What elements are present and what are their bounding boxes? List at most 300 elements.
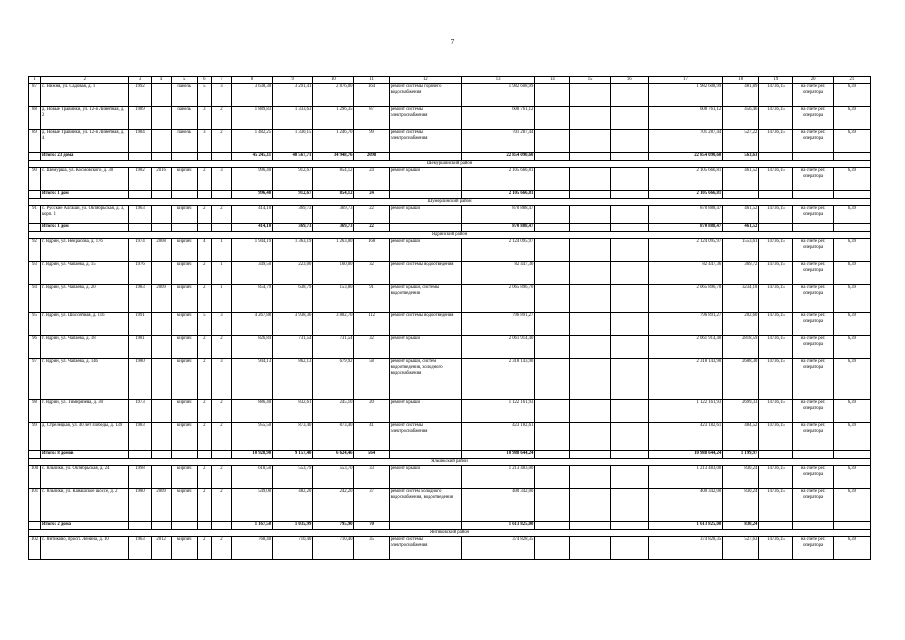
table-cell xyxy=(151,313,171,336)
total-row xyxy=(29,153,871,161)
total-cell xyxy=(535,224,570,232)
table-cell xyxy=(151,336,171,359)
table-cell: 1 296,35 xyxy=(313,107,354,130)
table-cell: ремонт крыши, систем водоотведения, холодного водоснабжения xyxy=(389,359,461,400)
table-cell: 14736,15 xyxy=(759,239,793,262)
table-cell xyxy=(610,489,648,522)
table-cell xyxy=(610,285,648,313)
total-cell xyxy=(129,451,151,459)
table-cell xyxy=(151,107,171,130)
table-cell xyxy=(610,537,648,560)
total-cell xyxy=(535,451,570,459)
table-cell: 2 061 914,40 xyxy=(648,336,722,359)
table-cell: 1 122 161,93 xyxy=(648,400,722,423)
total-cell: 870 888,47 xyxy=(461,224,534,232)
total-cell xyxy=(793,224,833,232)
table-cell: 37 xyxy=(354,489,389,522)
header-cell: 5 xyxy=(171,77,197,84)
table-cell: 1 330,15 xyxy=(273,130,313,153)
table-cell: 553,70 xyxy=(313,466,354,489)
table-cell: 2 318 143,90 xyxy=(648,359,722,400)
table-cell: на счете рег. оператора xyxy=(793,466,833,489)
table-cell: 3 938,36 xyxy=(273,313,313,336)
table-row xyxy=(29,262,871,285)
total-cell xyxy=(129,224,151,232)
total-cell: 414,10 xyxy=(231,224,272,232)
total-cell xyxy=(535,191,570,199)
table-cell: кирпич xyxy=(171,285,197,313)
table-cell: 14736,15 xyxy=(759,168,793,191)
header-cell: 17 xyxy=(648,77,722,84)
table-cell xyxy=(151,130,171,153)
table-cell: с. Нижня, ул. Садовая, д. 1 xyxy=(41,84,129,107)
total-cell xyxy=(211,153,231,161)
table-cell: 870 888,47 xyxy=(648,206,722,224)
total-cell: 1 035,99 xyxy=(273,522,313,530)
table-cell: кирпич xyxy=(171,262,197,285)
table-cell xyxy=(570,336,610,359)
table-cell: 2 xyxy=(197,466,211,489)
total-cell xyxy=(151,522,171,530)
table-cell: 2688,30 xyxy=(723,359,759,400)
table-cell: 2 xyxy=(197,206,211,224)
header-cell: 6 xyxy=(197,77,211,84)
table-cell: 92 xyxy=(29,239,41,262)
total-cell xyxy=(197,224,211,232)
table-cell: д. Стрелецкая, ул. 40 лет Победы, д. 139 xyxy=(41,423,129,451)
table-row xyxy=(29,130,871,153)
table-cell: 701 287,44 xyxy=(461,130,534,153)
total-cell: 1 613 825,00 xyxy=(648,522,722,530)
table-cell: 4 267,88 xyxy=(231,313,272,336)
table-cell: 854,12 xyxy=(313,168,354,191)
table-cell: на счете рег. оператора xyxy=(793,313,833,336)
table-row xyxy=(29,359,871,400)
total-cell: Итого: 1 дом xyxy=(41,224,129,232)
table-cell: 796 891,27 xyxy=(461,313,534,336)
table-cell: 82 447,36 xyxy=(461,262,534,285)
table-cell: ремонт системы водоотведения xyxy=(389,313,461,336)
total-cell xyxy=(570,191,610,199)
total-cell: 9 157,40 xyxy=(273,451,313,459)
table-cell: 2 105 666,81 xyxy=(461,168,534,191)
table-cell: 6,39 xyxy=(833,400,870,423)
table-cell: 549,00 xyxy=(231,489,272,522)
table-cell xyxy=(610,239,648,262)
table-cell: 2818,59 xyxy=(723,336,759,359)
total-cell xyxy=(171,153,197,161)
table-cell: 6,39 xyxy=(833,537,870,560)
table-cell: 1974 xyxy=(129,239,151,262)
total-cell xyxy=(197,191,211,199)
table-cell: 2 xyxy=(197,537,211,560)
total-cell: 22 854 090,60 xyxy=(648,153,722,161)
table-cell: г. Ядрин, ул. Некрасова, д. 17б xyxy=(41,239,129,262)
total-cell xyxy=(151,451,171,459)
table-cell: 6,39 xyxy=(833,107,870,130)
table-row xyxy=(29,313,871,336)
table-cell: 638,79 xyxy=(273,285,313,313)
table-row xyxy=(29,537,871,560)
total-cell: 45 245,11 xyxy=(231,153,272,161)
table-cell xyxy=(535,466,570,489)
header-cell: 11 xyxy=(354,77,389,84)
total-cell xyxy=(793,451,833,459)
table-cell: 102 xyxy=(29,537,41,560)
table-cell: 374 828,35 xyxy=(461,537,534,560)
district-name: Шумерлинский район xyxy=(29,199,871,206)
total-row xyxy=(29,522,871,530)
table-cell: на счете рег. оператора xyxy=(793,168,833,191)
table-cell xyxy=(570,489,610,522)
table-cell: 481,89 xyxy=(723,84,759,107)
header-cell: 1 xyxy=(29,77,41,84)
table-cell: г. Ядрин, ул. Чапаева, д. 14б xyxy=(41,359,129,400)
table-cell: 2012 xyxy=(151,537,171,560)
table-cell xyxy=(610,466,648,489)
total-cell xyxy=(535,153,570,161)
table-cell xyxy=(535,206,570,224)
table-cell: на счете рег. оператора xyxy=(793,84,833,107)
capital-repair-table xyxy=(28,76,871,560)
total-cell xyxy=(570,153,610,161)
table-cell: 400 342,00 xyxy=(461,489,534,522)
table-cell: ремонт крыши, системы водоотведения xyxy=(389,285,461,313)
table-cell: ремонт системы электроснабжения xyxy=(389,423,461,451)
total-cell xyxy=(723,191,759,199)
total-cell xyxy=(211,451,231,459)
table-cell xyxy=(610,359,648,400)
district-header-row xyxy=(29,161,871,168)
table-cell: 461,52 xyxy=(723,206,759,224)
district-header-row xyxy=(29,530,871,537)
table-cell: 1998 xyxy=(129,466,151,489)
table-cell: 94 xyxy=(29,285,41,313)
table-cell: ремонт крыши xyxy=(389,400,461,423)
table-cell xyxy=(535,537,570,560)
table-cell: кирпич xyxy=(171,537,197,560)
table-cell: 14736,15 xyxy=(759,313,793,336)
header-cell: 3 xyxy=(129,77,151,84)
table-cell: ремонт системы водоотведения xyxy=(389,262,461,285)
table-cell xyxy=(570,239,610,262)
total-cell xyxy=(389,191,461,199)
total-cell xyxy=(793,153,833,161)
total-cell xyxy=(29,224,41,232)
table-cell xyxy=(535,168,570,191)
total-cell: Итого: 8 домов xyxy=(41,451,129,459)
table-cell: 99 xyxy=(29,423,41,451)
table-cell: 3 xyxy=(211,84,231,107)
table-cell: 1984 xyxy=(129,130,151,153)
table-cell: 369,72 xyxy=(723,262,759,285)
table-cell: 400 342,00 xyxy=(648,489,722,522)
table-cell: 768,40 xyxy=(231,537,272,560)
table-cell: 2 xyxy=(197,400,211,423)
total-cell xyxy=(759,153,793,161)
table-cell: панель xyxy=(171,84,197,107)
table-cell: д. Новые Травинки, ул. 12-я Линейная, д. 2 xyxy=(41,107,129,130)
table-cell: 3 xyxy=(197,107,211,130)
total-cell xyxy=(610,224,648,232)
table-cell: 2009 xyxy=(151,285,171,313)
table-cell: 168 xyxy=(354,239,389,262)
table-cell: 1989 xyxy=(129,107,151,130)
table-cell: на счете рег. оператора xyxy=(793,285,833,313)
total-cell xyxy=(833,224,870,232)
table-cell: 112 xyxy=(354,313,389,336)
table-cell: 886,40 xyxy=(231,400,272,423)
table-cell: 99 xyxy=(354,130,389,153)
table-cell xyxy=(535,489,570,522)
table-cell: 3 xyxy=(211,313,231,336)
table-cell: 1 263,00 xyxy=(313,239,354,262)
total-cell: 854,12 xyxy=(313,191,354,199)
table-cell: кирпич xyxy=(171,400,197,423)
total-cell: Итого: 2 дома xyxy=(41,522,129,530)
table-cell: 14736,15 xyxy=(759,489,793,522)
total-cell xyxy=(197,522,211,530)
table-cell: с. Яльчики, ул. Октябрьская, д. 24 xyxy=(41,466,129,489)
table-cell: 912,67 xyxy=(273,168,313,191)
header-cell: 19 xyxy=(759,77,793,84)
table-row xyxy=(29,168,871,191)
table-cell: 242,20 xyxy=(313,489,354,522)
table-cell: 423 182,61 xyxy=(648,423,722,451)
table-cell: 160,00 xyxy=(313,262,354,285)
table-cell: 14736,15 xyxy=(759,423,793,451)
table-cell xyxy=(535,400,570,423)
table-cell: 6,39 xyxy=(833,84,870,107)
table-cell: на счете рег. оператора xyxy=(793,130,833,153)
total-cell: 10 928,90 xyxy=(231,451,272,459)
total-cell xyxy=(171,522,197,530)
header-cell: 7 xyxy=(211,77,231,84)
table-cell: на счете рег. оператора xyxy=(793,206,833,224)
table-cell: 1982 xyxy=(129,168,151,191)
total-cell: 1 613 825,00 xyxy=(461,522,534,530)
table-cell xyxy=(535,313,570,336)
total-cell xyxy=(29,522,41,530)
table-cell: 2 xyxy=(211,489,231,522)
table-cell: 93 xyxy=(29,262,41,285)
table-cell: кирпич xyxy=(171,206,197,224)
total-cell: 40 567,71 xyxy=(273,153,313,161)
table-cell: 58 xyxy=(354,359,389,400)
table-cell: 2 xyxy=(211,537,231,560)
total-cell: 996,40 xyxy=(231,191,272,199)
table-cell: на счете рег. оператора xyxy=(793,239,833,262)
table-cell: 89 xyxy=(29,130,41,153)
total-cell xyxy=(833,522,870,530)
header-cell: 21 xyxy=(833,77,870,84)
table-cell xyxy=(570,359,610,400)
table-cell xyxy=(535,336,570,359)
table-cell: 2 xyxy=(211,336,231,359)
table-cell: 2 124 095,97 xyxy=(648,239,722,262)
table-cell: кирпич xyxy=(171,168,197,191)
table-cell: 6,39 xyxy=(833,206,870,224)
table-row xyxy=(29,336,871,359)
total-cell xyxy=(151,191,171,199)
table-cell: 90 xyxy=(29,168,41,191)
table-cell: 20 xyxy=(354,400,389,423)
table-cell: 1 122 161,93 xyxy=(461,400,534,423)
total-cell xyxy=(793,191,833,199)
district-name: Яльчикский район xyxy=(29,459,871,466)
table-cell: 14736,15 xyxy=(759,537,793,560)
total-row xyxy=(29,451,871,459)
table-cell: 1991 xyxy=(129,313,151,336)
table-cell xyxy=(570,84,610,107)
total-cell xyxy=(389,153,461,161)
total-cell: 2 105 666,81 xyxy=(461,191,534,199)
total-cell xyxy=(171,191,197,199)
table-cell: 796 891,27 xyxy=(648,313,722,336)
total-cell: 2 105 666,81 xyxy=(648,191,722,199)
table-cell: 2699,33 xyxy=(723,400,759,423)
total-cell: 369,73 xyxy=(313,224,354,232)
total-cell xyxy=(211,224,231,232)
table-cell: 944,13 xyxy=(231,359,272,400)
table-cell: 88 xyxy=(29,107,41,130)
district-header-row xyxy=(29,459,871,466)
district-name: Шемуршинский район xyxy=(29,161,871,168)
total-cell xyxy=(610,153,648,161)
table-cell: 423 182,61 xyxy=(461,423,534,451)
table-cell: 14736,15 xyxy=(759,400,793,423)
total-cell: 10 988 644,24 xyxy=(461,451,534,459)
table-cell: 14736,15 xyxy=(759,262,793,285)
table-cell: 701 287,44 xyxy=(648,130,722,153)
table-cell: ремонт крыши xyxy=(389,336,461,359)
total-cell: 870 888,47 xyxy=(648,224,722,232)
table-cell xyxy=(151,84,171,107)
total-cell: 6 624,46 xyxy=(313,451,354,459)
total-cell: 563,63 xyxy=(723,153,759,161)
header-cell: 14 xyxy=(535,77,570,84)
table-cell: 6,39 xyxy=(833,168,870,191)
table-cell: с. Янтиково, просп. Ленина, д. 10 xyxy=(41,537,129,560)
table-cell: 14736,15 xyxy=(759,359,793,400)
table-cell: 6,39 xyxy=(833,285,870,313)
table-cell: с. Русские Алгаши, ул. Октябрьская, д. 3, корп. 1 xyxy=(41,206,129,224)
table-cell xyxy=(151,400,171,423)
table-cell: 14736,15 xyxy=(759,206,793,224)
total-cell xyxy=(793,522,833,530)
table-cell xyxy=(570,423,610,451)
total-cell: 1 199,97 xyxy=(723,451,759,459)
table-cell: 3 xyxy=(197,130,211,153)
table-row xyxy=(29,206,871,224)
header-cell: 8 xyxy=(231,77,272,84)
table-cell xyxy=(610,336,648,359)
table-cell xyxy=(570,313,610,336)
district-name: Ядринский район xyxy=(29,232,871,239)
total-cell: 22 xyxy=(354,224,389,232)
page-number: 7 xyxy=(450,38,455,46)
total-cell xyxy=(570,451,610,459)
table-cell: 1 482,25 xyxy=(231,130,272,153)
table-cell: ремонт крыши xyxy=(389,239,461,262)
table-cell: 1983 xyxy=(129,285,151,313)
table-cell: с. Яльчики, ул. Канашское шоссе, д. 2 xyxy=(41,489,129,522)
table-cell: 710,40 xyxy=(273,537,313,560)
total-cell: 24 xyxy=(354,191,389,199)
table-cell: 2 xyxy=(197,262,211,285)
total-cell: 795,90 xyxy=(313,522,354,530)
table-cell: на счете рег. оператора xyxy=(793,400,833,423)
table-cell: 2 105 666,81 xyxy=(648,168,722,191)
table-cell: 1 363,19 xyxy=(273,239,313,262)
table-cell: 41 xyxy=(354,423,389,451)
table-cell: 2 xyxy=(211,466,231,489)
table-cell: 1 xyxy=(211,262,231,285)
table-cell: 14736,15 xyxy=(759,336,793,359)
table-cell: 2 876,00 xyxy=(313,84,354,107)
table-cell: 95 xyxy=(29,313,41,336)
table-cell: 5 xyxy=(197,313,211,336)
table-cell: 2 xyxy=(197,168,211,191)
table-cell: 1963 xyxy=(129,537,151,560)
table-cell: 2 xyxy=(211,400,231,423)
table-cell: 5 xyxy=(197,84,211,107)
table-cell: 1980 xyxy=(129,359,151,400)
header-cell: 16 xyxy=(610,77,648,84)
table-cell: 679,92 xyxy=(313,359,354,400)
header-cell: 20 xyxy=(793,77,833,84)
table-cell: 3 xyxy=(211,359,231,400)
table-cell: на счете рег. оператора xyxy=(793,537,833,560)
total-cell xyxy=(197,153,211,161)
table-cell: 527,22 xyxy=(723,130,759,153)
table-cell: кирпич xyxy=(171,359,197,400)
table-cell: 97 xyxy=(29,359,41,400)
table-cell: 2 xyxy=(197,423,211,451)
table-cell: 91 xyxy=(29,206,41,224)
table-cell: ремонт крыши xyxy=(389,466,461,489)
table-cell: на счете рег. оператора xyxy=(793,107,833,130)
district-name: Янтиковский район xyxy=(29,530,871,537)
total-row xyxy=(29,191,871,199)
header-cell: 2 xyxy=(41,77,129,84)
table-cell: кирпич xyxy=(171,336,197,359)
table-cell: 14736,15 xyxy=(759,285,793,313)
table-cell: 100 xyxy=(29,466,41,489)
table-cell: 2009 xyxy=(151,489,171,522)
table-cell: 2 xyxy=(197,285,211,313)
table-cell: 6,39 xyxy=(833,313,870,336)
total-cell: Итого: 1 дом xyxy=(41,191,129,199)
table-cell: 82 447,36 xyxy=(648,262,722,285)
table-cell: 3 291,41 xyxy=(273,84,313,107)
table-cell: ремонт системы электроснабжения xyxy=(389,130,461,153)
total-cell xyxy=(129,522,151,530)
table-cell xyxy=(570,262,610,285)
total-cell xyxy=(570,522,610,530)
table-cell: на счете рег. оператора xyxy=(793,336,833,359)
table-row xyxy=(29,239,871,262)
total-cell xyxy=(759,224,793,232)
table-cell xyxy=(610,168,648,191)
total-cell xyxy=(171,451,197,459)
table-cell: 710,40 xyxy=(313,537,354,560)
table-cell: 101 xyxy=(29,489,41,522)
table-cell: 6,39 xyxy=(833,466,870,489)
total-cell xyxy=(570,224,610,232)
table-cell: 6,39 xyxy=(833,130,870,153)
table-cell xyxy=(570,130,610,153)
